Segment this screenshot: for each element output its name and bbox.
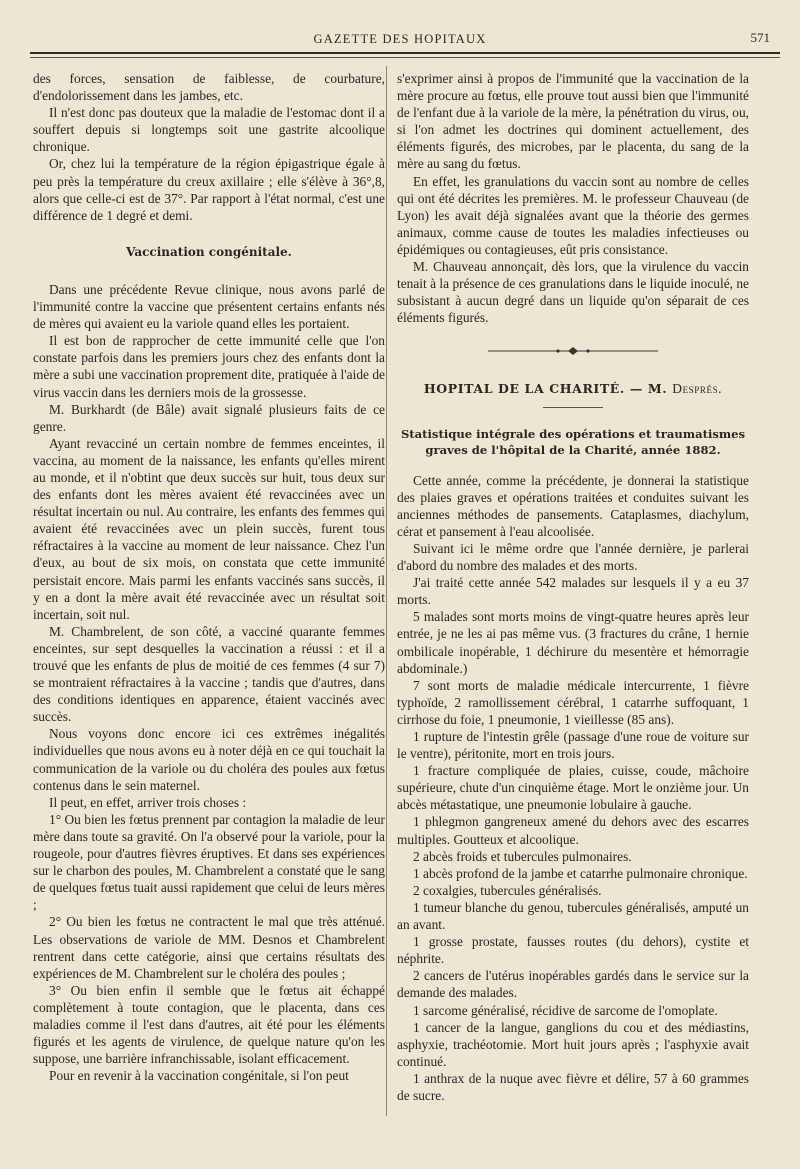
right-column bbox=[397, 70, 749, 1104]
paragraph: 1 rupture de l'intestin grêle (passage d'une roue de voiture sur le ventre), péritonite, mort en trois jours. bbox=[397, 729, 749, 762]
paragraph: 1 cancer de la langue, ganglions du cou et des médiastins, asphyxie, trachéotomie. Mort huit jours après ; l'asphyxie avait continué. bbox=[397, 1019, 749, 1069]
paragraph: Or, chez lui la température de la région épigastrique égale à peu près la température du creux axillaire ; elle s'élève à 36°,8, alors que celle-ci est de 37°. Par rapport à l'état normal, c'est une différence de 1 degré et demi. bbox=[33, 156, 385, 223]
paragraph: 1 sarcome généralisé, récidive de sarcome de l'omoplate. bbox=[413, 1002, 718, 1018]
paragraph: M. Burkhardt (de Bâle) avait signalé plusieurs faits de ce genre. bbox=[33, 401, 385, 434]
ornament-rule-icon bbox=[488, 347, 658, 355]
journal-title: GAZETTE DES HOPITAUX bbox=[313, 32, 487, 46]
hospital-title: HOPITAL DE LA CHARITÉ. — M. bbox=[423, 380, 668, 396]
paragraph: Suivant ici le même ordre que l'année dernière, je parlerai d'abord du nombre des malades et des morts. bbox=[397, 540, 749, 574]
paragraph: 1 fracture compliquée de plaies, cuisse, coude, mâchoire supérieure, chute d'un cinquième étage. Mort le onzième jour. Un abcès métastatique, une pneumonie lobulaire à gauche. bbox=[397, 763, 749, 813]
paragraph: Dans une précédente Revue clinique, nous avons parlé de l'immunité contre la vaccine que présentent certains enfants nés de mères qui avaient eu la variole quand elles les portaient. bbox=[33, 281, 385, 332]
ornament-divider bbox=[397, 342, 749, 359]
short-rule bbox=[543, 407, 603, 408]
paragraph: s'exprimer ainsi à propos de l'immunité que la vaccination de la mère procure au fœtus, elle prouve tout aussi bien que l'immunité de l'enfant due à la variole de la mère, la pénétration du virus, ou, si l'on admet les doctrines qui dominent actuellement, des éléments figurés, des microbes, par le placenta, du sang de la mère au sang du fœtus. bbox=[397, 71, 749, 172]
paragraph: 2 cancers de l'utérus inopérables gardés dans le service sur la demande des malades. bbox=[397, 968, 749, 1001]
paragraph: Pour en revenir à la vaccination congénitale, si l'on peut bbox=[49, 1068, 349, 1084]
paragraph: 2 abcès froids et tubercules pulmonaires. bbox=[413, 848, 632, 864]
paragraph: M. Chambrelent, de son côté, a vacciné quarante femmes enceintes, sur sept desquelles la vaccination a réussi : et il a trouvé que les enfants de plus de moitié de ces femmes (4 sur 7) se montraient réfractaires à la vaccine ; tandis que d'autres, dans des conditions identiques en apparence, étaient vaccinés avec succès. bbox=[33, 623, 385, 725]
paragraph: 1 grosse prostate, fausses routes (du dehors), cystite et néphrite. bbox=[397, 934, 749, 967]
section-title: Vaccination congénitale. bbox=[126, 244, 292, 259]
left-column bbox=[33, 70, 385, 1084]
header-rule bbox=[30, 52, 780, 54]
paragraph: des forces, sensation de faiblesse, de courbature, d'endolorissement dans les jambes, etc. bbox=[33, 71, 385, 104]
paragraph: Cette année, comme la précédente, je donnerai la statistique des plaies graves et opérations traitées et conduites suivant les anciennes méthodes de pansements. Cataplasmes, diachylum, cérat et pansement à l'eau alcoolisée. bbox=[397, 472, 749, 539]
paragraph: Ayant revacciné un certain nombre de femmes enceintes, il vaccina, au moment de la naissance, les enfants qu'elles mirent au monde, et il n'obtint que deux succès sur huit, tous deux sur des enfants dont les mères avaient été revaccinées avec un résultat incertain ou nul. Au contraire, les enfants des femmes qui avaient été revaccinées avec un plein succès, furent tous réfractaires à la vaccine au moment de leur naissance. Chez l'un d'eux, au bout de six mois, on constata que cette immunité persistait encore. Mais parmi les enfants vaccinés sans succès, il y en a dont la mère avait été revaccinée avec un résultat soit incertain, soit nul. bbox=[33, 435, 385, 622]
paragraph: M. Chauveau annonçait, dès lors, que la virulence du vaccin tenait à la présence de ces granulations dans le liquide inoculé, ne subsistant à aucun degré dans un liquide qu'on séparait de ces éléments figurés. bbox=[397, 259, 749, 326]
paragraph: 1 anthrax de la nuque avec fièvre et délire, 57 à 60 grammes de sucre. bbox=[397, 1070, 749, 1103]
paragraph: Nous voyons donc encore ici ces extrêmes inégalités individuelles que nous avons eu à noter déjà en ce qui touchait la communication de la variole ou du choléra des poules aux fœtus contenus dans le sein maternel. bbox=[33, 726, 385, 793]
paragraph: 3° Ou bien enfin il semble que le fœtus ait échappé complètement à toute contagion, que le placenta, dans ces maladies comme il l'est dans d'autres, ait été pour les éléments figurés et les agents de virulence, de quelque nature qu'on les suppose, une barrière infranchissable, isolant efficacement. bbox=[33, 982, 385, 1067]
paragraph: Il n'est donc pas douteux que la maladie de l'estomac dont il a souffert depuis si longtemps soit une gastrite alcoolique chronique. bbox=[33, 105, 385, 155]
paragraph: 2° Ou bien les fœtus ne contractent le mal que très atténué. Les observations de variole de MM. Desnos et Chambrelent rentrent dans cette catégorie, ainsi que certains résultats des expériences de M. Chambrelent sur le choléra des poules ; bbox=[33, 914, 385, 981]
paragraph: 1 tumeur blanche du genou, tubercules généralisés, amputé un an avant. bbox=[397, 899, 749, 933]
column-divider bbox=[386, 66, 387, 1116]
paragraph: Il est bon de rapprocher de cette immunité celle que l'on constate parfois dans les premiers jours chez des enfants dont la mère a subi une vaccination proprement dite, pratiquée à l'aide de virus vaccin dans les derniers mois de la grossesse. bbox=[33, 333, 385, 400]
paragraph: 1 abcès profond de la jambe et catarrhe pulmonaire chronique. bbox=[413, 865, 748, 881]
hospital-heading bbox=[397, 380, 749, 397]
page-number: 571 bbox=[750, 30, 770, 45]
header-rule-thin bbox=[30, 57, 780, 58]
paragraph: J'ai traité cette année 542 malades sur lesquels il y a eu 37 morts. bbox=[397, 575, 749, 608]
paragraph: 7 sont morts de maladie médicale intercurrente, 1 fièvre typhoïde, 2 ramollissement cérébral, 1 catarrhe suffoquant, 1 cirrhose du foie, 1 pneumonie, 1 vieillesse (85 ans). bbox=[397, 677, 749, 727]
hospital-author: Després. bbox=[672, 380, 723, 396]
page-header bbox=[30, 28, 770, 50]
paragraph: 5 malades sont morts moins de vingt-quatre heures après leur entrée, je ne les ai pas même vus. (3 fractures du crâne, 1 hernie ombilicale inopérable, 1 déchirure du mesentère et hémorragie abdominale.) bbox=[397, 609, 749, 676]
paragraph: Il peut, en effet, arriver trois choses : bbox=[49, 794, 247, 810]
paragraph: 2 coxalgies, tubercules généralisés. bbox=[413, 882, 602, 898]
paragraph: 1° Ou bien les fœtus prennent par contagion la maladie de leur mère dans toute sa gravité. On l'a observé pour la variole, pour la rougeole, pour d'autres fièvres éruptives. Et dans ses expériences sur le charbon des poules, M. Chambrelent a constaté que le sang de quelques fœtus tuait aussi rapidement que celui de leurs mères ; bbox=[33, 811, 385, 913]
statistics-title: Statistique intégrale des opérations et traumatismes graves de l'hôpital de la Charité, année 1882. bbox=[400, 426, 746, 457]
paragraph: En effet, les granulations du vaccin sont au nombre de celles qui ont été décrites les premières. M. le professeur Chauveau (de Lyon) les avait déjà signalées avant que la théorie des germes animaux, comme cause de toutes les maladies infectieuses ou épidémiques ou contagieuses, eût pris consistance. bbox=[397, 173, 749, 257]
paragraph: 1 phlegmon gangreneux amené du dehors avec des escarres multiples. Goutteux et alcoolique. bbox=[397, 814, 749, 847]
